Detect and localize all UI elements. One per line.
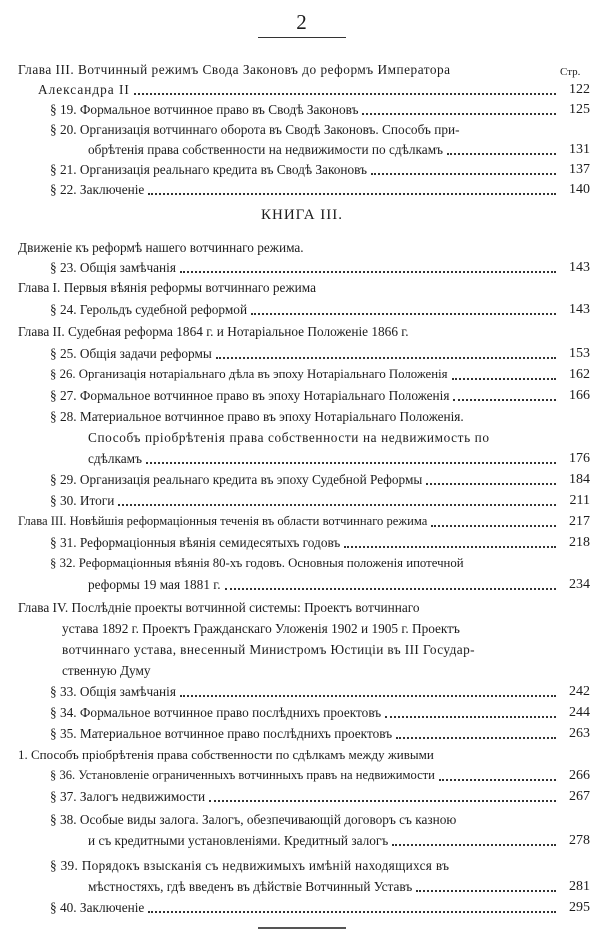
toc-page-number: 218	[569, 535, 590, 550]
footer-rule	[258, 927, 346, 929]
toc-entry-text: § 32. Реформаціонныя вѣянія 80-хъ годовъ. Основныя положенія ипотечной	[50, 556, 464, 570]
dot-leader	[439, 767, 556, 781]
toc-page-number: 143	[569, 260, 590, 275]
toc-line	[50, 470, 590, 489]
toc-page-number: 263	[569, 726, 590, 741]
toc-section-title: 1. Способъ пріобрѣтенія права собственности по сдѣлкамъ между живыми	[18, 747, 434, 762]
toc-page-number: 143	[569, 302, 590, 317]
toc-page-number: 125	[569, 102, 590, 117]
toc-line	[50, 344, 590, 363]
toc-line	[50, 386, 590, 405]
dot-leader	[453, 387, 556, 401]
toc-page-number: 162	[569, 367, 590, 382]
toc-chapter-title: ственную Думу	[62, 663, 151, 678]
toc-line	[18, 60, 553, 79]
toc-line	[50, 300, 590, 319]
toc-page-number: 137	[569, 162, 590, 177]
toc-page-number: 242	[569, 684, 590, 699]
toc-line	[50, 100, 590, 119]
dot-leader	[452, 366, 556, 380]
dot-leader	[371, 161, 556, 175]
toc-entry-text: § 19. Формальное вотчинное право въ Сводѣ Законовъ	[50, 102, 359, 117]
toc-entry-text: § 28. Материальное вотчинное право въ эпоху Нотаріальнаго Положенія.	[50, 409, 464, 424]
toc-line	[88, 428, 558, 447]
toc-line	[18, 745, 578, 764]
dot-leader	[416, 878, 556, 892]
toc-page-number: 266	[569, 768, 590, 783]
toc-line	[50, 766, 590, 785]
toc-line	[88, 575, 590, 594]
toc-chapter-title: вотчиннаго устава, внесенный Министромъ Юстиціи въ III Государ-	[62, 642, 475, 657]
toc-line	[50, 258, 590, 277]
dot-leader	[251, 301, 556, 315]
toc-line	[50, 810, 570, 829]
toc-page-number: 211	[569, 493, 590, 508]
toc-page-number: 295	[569, 900, 590, 915]
toc-line	[50, 856, 570, 875]
toc-line	[50, 554, 570, 573]
toc-line	[88, 877, 590, 896]
toc-page-number: 217	[569, 514, 590, 529]
dot-leader	[396, 725, 556, 739]
toc-page-number: 140	[569, 182, 590, 197]
toc-page-number: 184	[569, 472, 590, 487]
toc-entry-text: § 22. Заключеніе	[50, 182, 145, 197]
dot-leader	[362, 101, 556, 115]
toc-line	[18, 512, 590, 531]
toc-entry-text: § 20. Организація вотчиннаго оборота въ Сводѣ Законовъ. Способъ при-	[50, 122, 460, 137]
dot-leader	[148, 181, 556, 195]
toc-entry-text: § 35. Материальное вотчинное право послѣднихъ проектовъ	[50, 726, 393, 741]
page-number: 2	[296, 10, 308, 34]
toc-line	[50, 365, 590, 384]
dot-leader	[431, 513, 556, 527]
toc-line	[62, 619, 562, 638]
toc-entry-text: § 30. Итоги	[50, 493, 115, 508]
dot-leader	[426, 471, 556, 485]
toc-page-number: 176	[569, 451, 590, 466]
toc-line	[50, 491, 590, 510]
toc-line	[50, 787, 590, 806]
dot-leader	[385, 704, 556, 718]
toc-line	[50, 407, 570, 426]
toc-page-number: 267	[569, 789, 590, 804]
toc-chapter-title: устава 1892 г. Проектъ Гражданскаго Уложенія 1902 и 1905 г. Проектъ	[62, 621, 460, 636]
toc-page-number: 278	[569, 833, 590, 848]
toc-entry-text: обрѣтенія права собственности на недвижимости по сдѣлкамъ	[88, 142, 443, 157]
toc-entry-text: и съ кредитными установленіями. Кредитный залогъ	[88, 833, 389, 848]
toc-entry-text: § 37. Залогъ недвижимости	[50, 789, 206, 804]
dot-leader	[216, 345, 556, 359]
dot-leader	[225, 576, 556, 590]
toc-line	[38, 80, 590, 99]
toc-chapter-title: Глава I. Первыя вѣянія реформы вотчиннаго режима	[18, 280, 316, 295]
toc-line	[50, 898, 590, 917]
toc-entry-text: § 27. Формальное вотчинное право въ эпоху Нотаріальнаго Положенія	[50, 388, 450, 403]
toc-entry-text: § 33. Общія замѣчанія	[50, 684, 176, 699]
dot-leader	[148, 899, 556, 913]
toc-entry-text: § 34. Формальное вотчинное право послѣднихъ проектовъ	[50, 705, 382, 720]
toc-line	[88, 140, 590, 159]
toc-entry-text: § 36. Установленіе ограниченныхъ вотчинныхъ правъ на недвижимости	[50, 768, 435, 782]
toc-line	[18, 322, 538, 341]
toc-entry-text: § 39. Порядокъ взысканія съ недвижимыхъ имѣній находящихся въ	[50, 858, 450, 873]
toc-page-number: 131	[569, 142, 590, 157]
toc-line	[18, 238, 418, 257]
toc-page-number: 153	[569, 346, 590, 361]
toc-line	[50, 120, 540, 139]
toc-entry-text: Способъ пріобрѣтенія права собственности на недвижимость по	[88, 430, 490, 445]
dot-leader	[146, 450, 556, 464]
toc-line	[50, 160, 590, 179]
toc-chapter-title: Глава III. Вотчинный режимъ Свода Законовъ до реформъ Императора	[18, 62, 451, 77]
toc-entry-text: § 21. Организація реальнаго кредита въ Сводѣ Законовъ	[50, 162, 367, 177]
toc-line	[88, 449, 590, 468]
toc-page-number: 122	[569, 82, 590, 97]
toc-entry-text: реформы 19 мая 1881 г.	[88, 577, 221, 592]
dot-leader	[180, 259, 556, 273]
toc-line	[18, 278, 438, 297]
toc-line	[50, 533, 590, 552]
toc-entry-text: § 38. Особые виды залога. Залогъ, обезпечивающій договоръ съ казною	[50, 812, 457, 827]
toc-page-number: 281	[569, 879, 590, 894]
toc-chapter-title: Глава III. Новѣйшія реформаціонныя теченія въ области вотчиннаго режима	[18, 514, 428, 528]
dot-leader	[344, 534, 556, 548]
dot-leader	[447, 141, 556, 155]
dot-leader	[209, 788, 556, 802]
toc-line	[50, 180, 590, 199]
toc-section-title: Движеніе къ реформѣ нашего вотчиннаго режима.	[18, 240, 304, 255]
dot-leader	[180, 683, 556, 697]
toc-entry-text: § 25. Общія задачи реформы	[50, 346, 212, 361]
dot-leader	[118, 492, 556, 506]
toc-chapter-title: Александра II	[38, 82, 130, 97]
toc-page-number: 166	[569, 388, 590, 403]
toc-entry-text: § 29. Организація реальнаго кредита въ эпоху Судебной Реформы	[50, 472, 423, 487]
toc-chapter-title: Глава IV. Послѣдніе проекты вотчинной системы: Проектъ вотчиннаго	[18, 600, 420, 615]
toc-line	[50, 682, 590, 701]
toc-entry-text: § 26. Организація нотаріальнаго дѣла въ эпоху Нотаріальнаго Положенія	[50, 367, 448, 381]
toc-line	[62, 640, 562, 659]
toc-entry-text: § 23. Общія замѣчанія	[50, 260, 176, 275]
dot-leader	[392, 832, 556, 846]
toc-line	[50, 724, 590, 743]
toc-line	[50, 703, 590, 722]
toc-entry-text: § 31. Реформаціонныя вѣянія семидесятыхъ годовъ	[50, 535, 341, 550]
toc-entry-text: мѣстностяхъ, гдѣ введенъ въ дѣйствіе Вотчинный Уставъ	[88, 879, 413, 894]
toc-entry-text: сдѣлкамъ	[88, 451, 142, 466]
toc-line	[88, 831, 590, 850]
toc-entry-text: § 24. Герольдъ судебной реформой	[50, 302, 248, 317]
page-column-header: Стр.	[560, 66, 581, 78]
toc-line	[62, 661, 362, 680]
book-heading: КНИГА III.	[260, 207, 344, 223]
toc-entry-text: § 40. Заключеніе	[50, 900, 145, 915]
toc-page-number: 234	[569, 577, 590, 592]
toc-page-number: 244	[569, 705, 590, 720]
header-rule	[258, 37, 346, 38]
dot-leader	[134, 81, 556, 95]
toc-line	[18, 598, 558, 617]
toc-chapter-title: Глава II. Судебная реформа 1864 г. и Нотаріальное Положеніе 1866 г.	[18, 324, 409, 339]
